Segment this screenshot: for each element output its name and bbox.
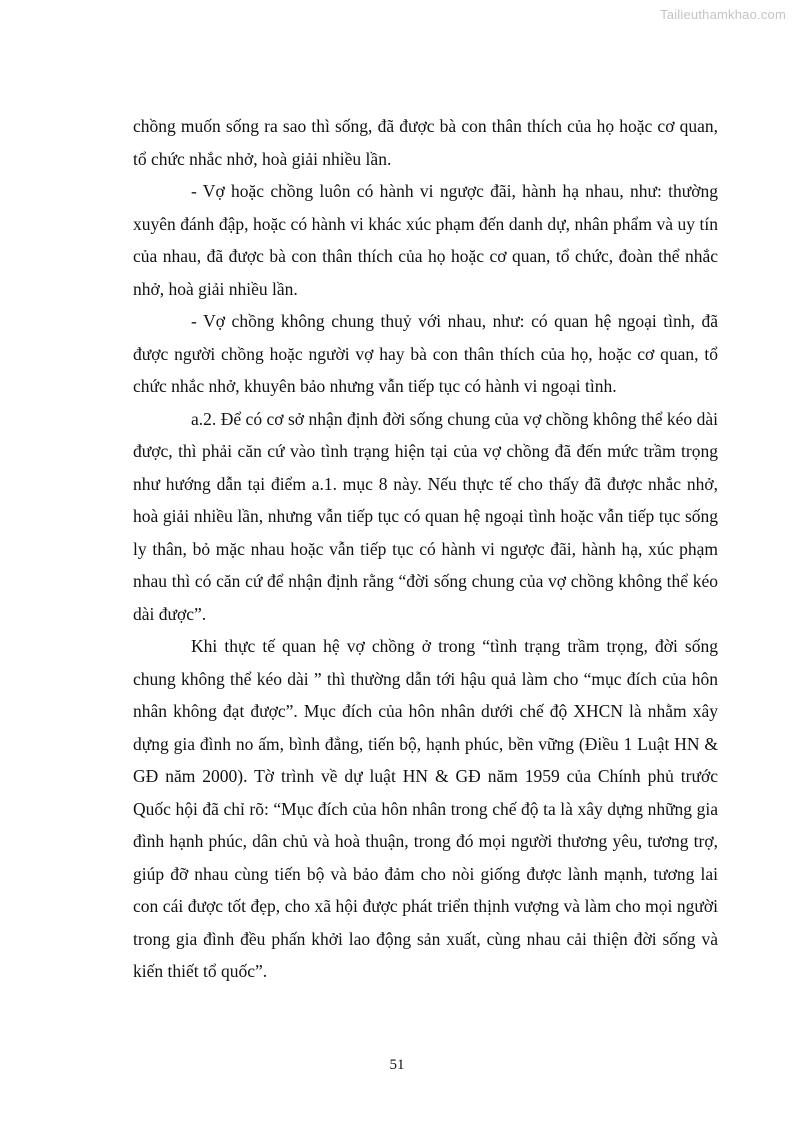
paragraph-infidelity: - Vợ chồng không chung thuỷ với nhau, như: có quan hệ ngoại tình, đã được người chồng hoặc người vợ hay bà con thân thích của họ, hoặc cơ quan, tổ chức nhắc nhở, khuyên bảo nhưng vẫn tiếp tục có hành vi ngoại tình. (133, 311, 718, 396)
page-body (133, 110, 718, 988)
paragraph-continuation: chồng muốn sống ra sao thì sống, đã được bà con thân thích của họ hoặc cơ quan, tổ chức nhắc nhở, hoà giải nhiều lần. (133, 116, 718, 169)
watermark: Tailieuthamkhao.com (660, 7, 786, 22)
paragraph-a2: a.2. Để có cơ sở nhận định đời sống chung của vợ chồng không thể kéo dài được, thì phải căn cứ vào tình trạng hiện tại của vợ chồng đã đến mức trầm trọng như hướng dẫn tại điểm a.1. mục 8 này. Nếu thực tế cho thấy đã được nhắc nhở, hoà giải nhiều lần, nhưng vẫn tiếp tục có quan hệ ngoại tình hoặc vẫn tiếp tục sống ly thân, bỏ mặc nhau hoặc vẫn tiếp tục có hành vi ngược đãi, hành hạ, xúc phạm nhau thì có căn cứ để nhận định rằng “đời sống chung của vợ chồng không thể kéo dài được”. (133, 408, 718, 624)
paragraph-marriage-purpose: Khi thực tế quan hệ vợ chồng ở trong “tình trạng trầm trọng, đời sống chung không thể kéo dài ” thì thường dẫn tới hậu quả làm cho “mục đích của hôn nhân không đạt được”. Mục đích của hôn nhân dưới chế độ XHCN là nhằm xây dựng gia đình no ấm, bình đẳng, tiến bộ, hạnh phúc, bền vững (Điều 1 Luật HN & GĐ năm 2000). Tờ trình về dự luật HN & GĐ năm 1959 của Chính phủ trước Quốc hội đã chỉ rõ: “Mục đích của hôn nhân trong chế độ ta là xây dựng những gia đình hạnh phúc, dân chủ và hoà thuận, trong đó mọi người thương yêu, tương trợ, giúp đỡ nhau cùng tiến bộ và bảo đảm cho nòi giống được lành mạnh, tương lai con cái được tốt đẹp, cho xã hội được phát triển thịnh vượng và làm cho mọi người trong gia đình đều phấn khởi lao động sản xuất, cùng nhau cải thiện đời sống và kiến thiết tổ quốc”. (133, 636, 718, 981)
page-number: 51 (389, 1057, 405, 1073)
paragraph-abuse: - Vợ hoặc chồng luôn có hành vi ngược đãi, hành hạ nhau, như: thường xuyên đánh đập, hoặc có hành vi khác xúc phạm đến danh dự, nhân phẩm và uy tín của nhau, đã được bà con thân thích của họ hoặc cơ quan, tổ chức, đoàn thể nhắc nhở, hoà giải nhiều lần. (133, 181, 718, 299)
